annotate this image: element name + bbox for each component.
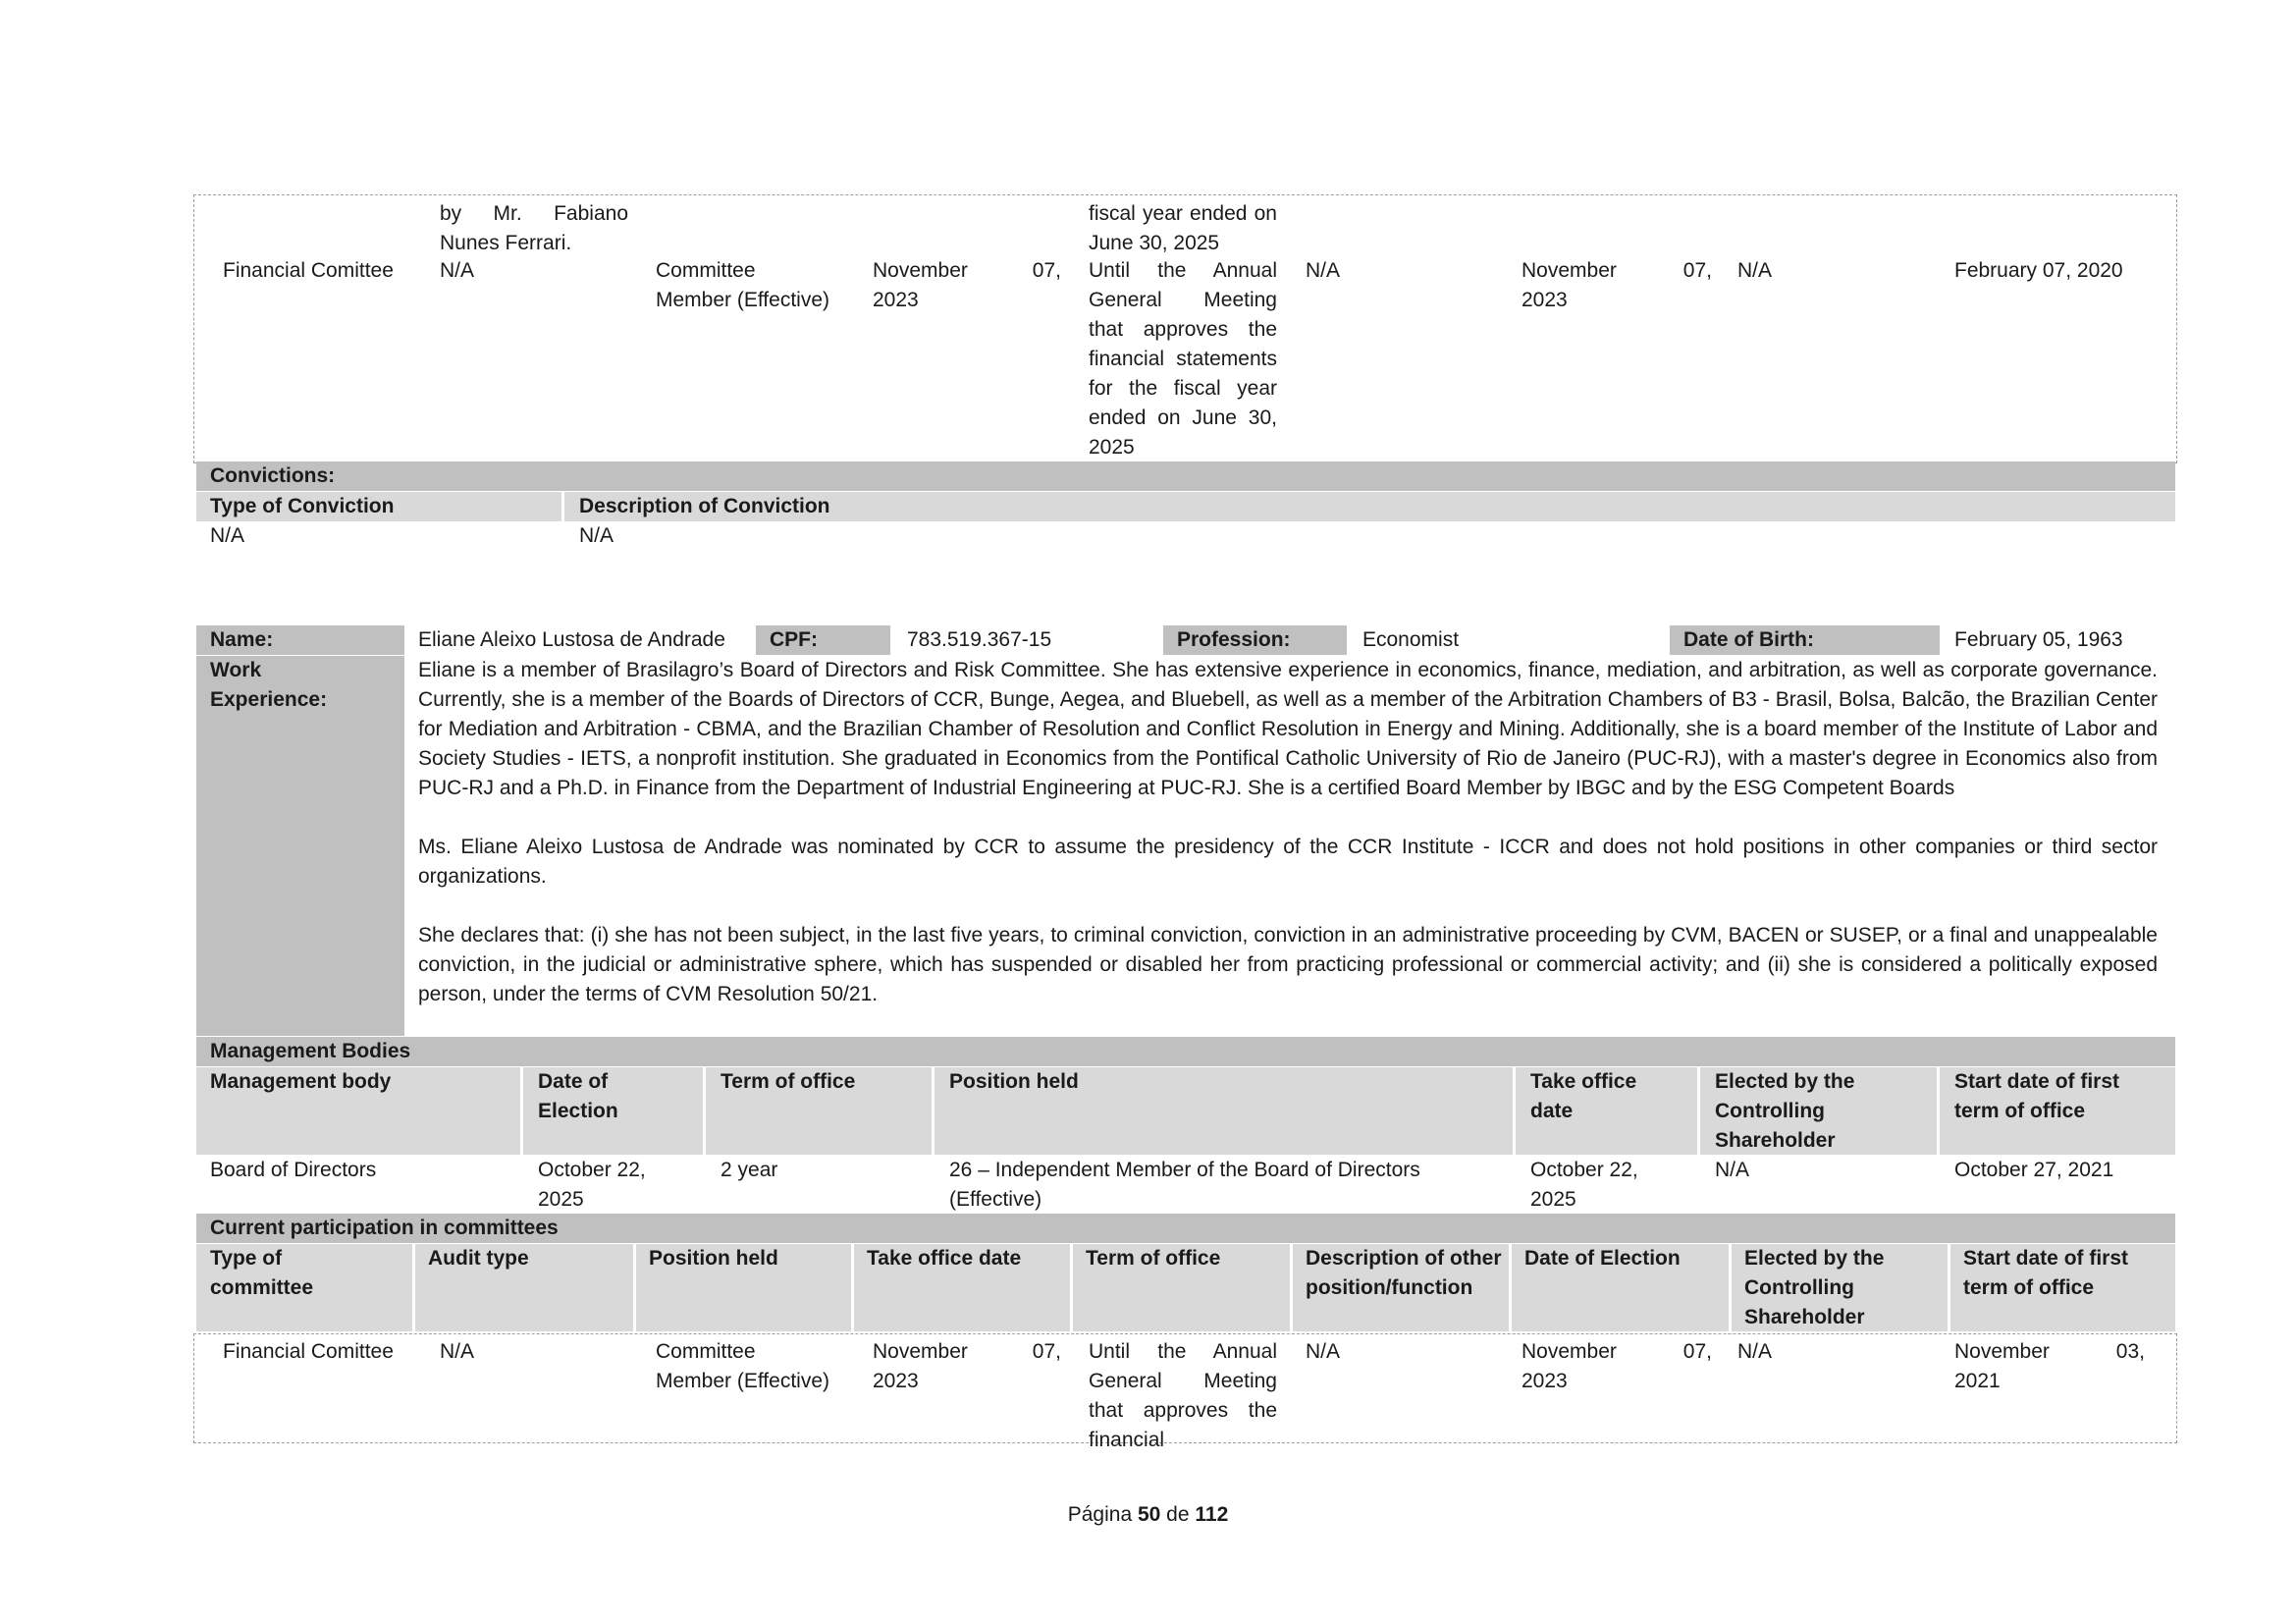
work-experience-text xyxy=(418,656,2158,1009)
mgmt-header-divider xyxy=(932,1067,934,1155)
committees-title: Current participation in committees xyxy=(210,1217,559,1239)
person-date-of-birth: February 05, 1963 xyxy=(1954,628,2123,651)
profession-label: Profession: xyxy=(1177,628,1291,651)
mgmt-header-start-date-first-term: Start date of first term of office xyxy=(1954,1070,2120,1122)
convictions-column-divider xyxy=(561,492,564,521)
committee-header-divider xyxy=(1290,1244,1293,1331)
committee-row-term-of-office: Until the Annual General Meeting that approves the financial xyxy=(1089,1340,1277,1451)
work-experience-label-line1: Work xyxy=(210,659,262,681)
convictions-title: Convictions: xyxy=(210,464,336,487)
committee-header-date-of-election: Date of Election xyxy=(1524,1247,1681,1270)
mgmt-header-date-of-election: Date of Election xyxy=(538,1070,618,1122)
management-bodies-title: Management Bodies xyxy=(210,1040,411,1062)
mgmt-header-divider xyxy=(1937,1067,1940,1155)
footer-page-prefix: Página xyxy=(1067,1503,1133,1526)
committee-header-term-of-office: Term of office xyxy=(1086,1247,1221,1270)
mgmt-header-take-office-date: Take office date xyxy=(1530,1070,1637,1122)
top-row-committee-type: Financial Comittee xyxy=(223,259,394,282)
committee-row-start-year: 2021 xyxy=(1954,1370,2001,1392)
committee-header-position-held: Position held xyxy=(649,1247,778,1270)
mgmt-row-date-of-election: October 22, 2025 xyxy=(538,1159,646,1211)
footer-page-number: 50 xyxy=(1137,1503,1161,1526)
committee-row-audit-type: N/A xyxy=(440,1340,475,1363)
mgmt-header-elected-by-controlling: Elected by the Controlling Shareholder xyxy=(1715,1070,1855,1152)
dob-label: Date of Birth: xyxy=(1683,628,1814,651)
committee-row-election-year: 2023 xyxy=(1522,1370,1568,1392)
mgmt-header-management-body: Management body xyxy=(210,1070,392,1093)
cpf-label: CPF: xyxy=(770,628,818,651)
committee-header-divider xyxy=(1948,1244,1950,1331)
mgmt-row-start-date-first-term: October 27, 2021 xyxy=(1954,1159,2114,1181)
convictions-header-row xyxy=(196,492,2175,521)
committee-header-type: Type of committee xyxy=(210,1247,314,1299)
committee-header-divider xyxy=(633,1244,636,1331)
top-row-election-year: 2023 xyxy=(1522,289,1568,311)
committee-row-description: N/A xyxy=(1306,1340,1341,1363)
conviction-description-header: Description of Conviction xyxy=(579,495,830,517)
top-row-take-office-year: 2023 xyxy=(873,289,919,311)
work-experience-paragraph-2: Ms. Eliane Aleixo Lustosa de Andrade was nominated by CCR to assume the presidency of the CCR Institute - ICCR and does not hold positions in other companies or third sector organizations. xyxy=(418,836,2158,888)
mgmt-header-divider xyxy=(1697,1067,1700,1155)
committee-header-take-office-date: Take office date xyxy=(867,1247,1022,1270)
person-cpf: 783.519.367-15 xyxy=(907,628,1052,651)
committee-row-election-date: November 07, xyxy=(1522,1340,1712,1363)
conviction-type-header: Type of Conviction xyxy=(210,495,395,517)
page-footer xyxy=(0,1500,2296,1530)
committee-row-position-line2: Member (Effective) xyxy=(656,1370,829,1392)
mgmt-row-management-body: Board of Directors xyxy=(210,1159,377,1181)
mgmt-row-take-office-date: October 22, 2025 xyxy=(1530,1159,1638,1211)
person-profession: Economist xyxy=(1362,628,1460,651)
top-row-term-of-office: Until the Annual General Meeting that approves the financial statements for the fiscal year ended on June 30, 2025 xyxy=(1089,259,1277,459)
mgmt-row-elected-by-controlling: N/A xyxy=(1715,1159,1750,1181)
committee-header-divider xyxy=(851,1244,854,1331)
committee-header-divider xyxy=(1509,1244,1512,1331)
top-row-election-date: November 07, xyxy=(1522,259,1712,282)
committee-header-start-date-first-term: Start date of first term of office xyxy=(1963,1247,2129,1299)
committee-header-audit-type: Audit type xyxy=(428,1247,529,1270)
committee-row-start-date: November 03, xyxy=(1954,1340,2145,1363)
committee-header-divider xyxy=(1070,1244,1073,1331)
committee-row-elected-by-controlling: N/A xyxy=(1737,1340,1773,1363)
mgmt-header-divider xyxy=(703,1067,706,1155)
convictions-section-bar xyxy=(196,461,2175,491)
top-row-take-office-date: November 07, xyxy=(873,259,1061,282)
mgmt-header-divider xyxy=(520,1067,523,1155)
committee-row-type: Financial Comittee xyxy=(223,1340,394,1363)
top-row-description: N/A xyxy=(1306,259,1341,282)
committee-row-take-office-date: November 07, xyxy=(873,1340,1061,1363)
mgmt-header-term-of-office: Term of office xyxy=(721,1070,856,1093)
top-row-start-date: February 07, 2020 xyxy=(1954,259,2123,282)
mgmt-header-position-held: Position held xyxy=(949,1070,1079,1093)
committee-header-elected-by-controlling: Elected by the Controlling Shareholder xyxy=(1744,1247,1885,1328)
top-row-audit-type: N/A xyxy=(440,259,475,282)
mgmt-row-position-held: 26 – Independent Member of the Board of Directors (Effective) xyxy=(949,1159,1420,1211)
work-experience-paragraph-1: Eliane is a member of Brasilagro’s Board of Directors and Risk Committee. She has extensive experience in economics, finance, mediation, and arbitration, as well as corporate governance. Currently, she is a member of the Boards of Directors of CCR, Bunge, Aegea, and Bluebell, as well as a member of the Arbitration Chambers of B3 - Brasil, Bolsa, Balcão, the Brazilian Center for Mediation and Arbitration - CBMA, and the Brazilian Chamber of Resolution and Conflict Resolution in Energy and Mining. Additionally, she is a board member of the Institute of Labor and Society Studies - IETS, a nonprofit institution. She graduated in Economics from the Pontifical Catholic University of Rio de Janeiro (PUC-RJ), with a master's degree in Economics also from PUC-RJ and a Ph.D. in Finance from the Department of Industrial Engineering at PUC-RJ. She is a certified Board Member by IBGC and by the ESG Competent Boards xyxy=(418,659,2158,799)
work-experience-label-line2: Experience: xyxy=(210,688,328,711)
name-label: Name: xyxy=(210,628,274,651)
committee-header-divider xyxy=(412,1244,415,1331)
mgmt-row-term-of-office: 2 year xyxy=(721,1159,778,1181)
top-continued-term-text: fiscal year ended on June 30, 2025 xyxy=(1089,202,1277,254)
top-row-elected-by-controlling: N/A xyxy=(1737,259,1773,282)
footer-page-of: de xyxy=(1166,1503,1190,1526)
committee-header-divider xyxy=(1729,1244,1732,1331)
committee-row-take-office-year: 2023 xyxy=(873,1370,919,1392)
committee-header-description: Description of other position/function xyxy=(1306,1247,1502,1299)
person-name: Eliane Aleixo Lustosa de Andrade xyxy=(418,628,725,651)
top-continued-position-text: by Mr. Fabiano Nunes Ferrari. xyxy=(440,202,628,254)
conviction-type-value: N/A xyxy=(210,524,245,547)
mgmt-header-divider xyxy=(1513,1067,1516,1155)
work-experience-paragraph-3: She declares that: (i) she has not been subject, in the last five years, to criminal conviction, conviction in an administrative proceeding by CVM, BACEN or SUSEP, or a final and unappealable conviction, in the judicial or administrative sphere, which has suspended or disabled her from practicing professional or commercial activity; and (ii) she is considered a politically exposed person, under the terms of CVM Resolution 50/21. xyxy=(418,924,2158,1005)
conviction-description-value: N/A xyxy=(579,524,614,547)
committee-row-position-line1: Committee xyxy=(656,1340,756,1363)
footer-page-total: 112 xyxy=(1195,1503,1229,1526)
management-bodies-section-bar xyxy=(196,1037,2175,1066)
top-row-position-line2: Member (Effective) xyxy=(656,289,829,311)
top-row-position-line1: Committee xyxy=(656,259,756,282)
